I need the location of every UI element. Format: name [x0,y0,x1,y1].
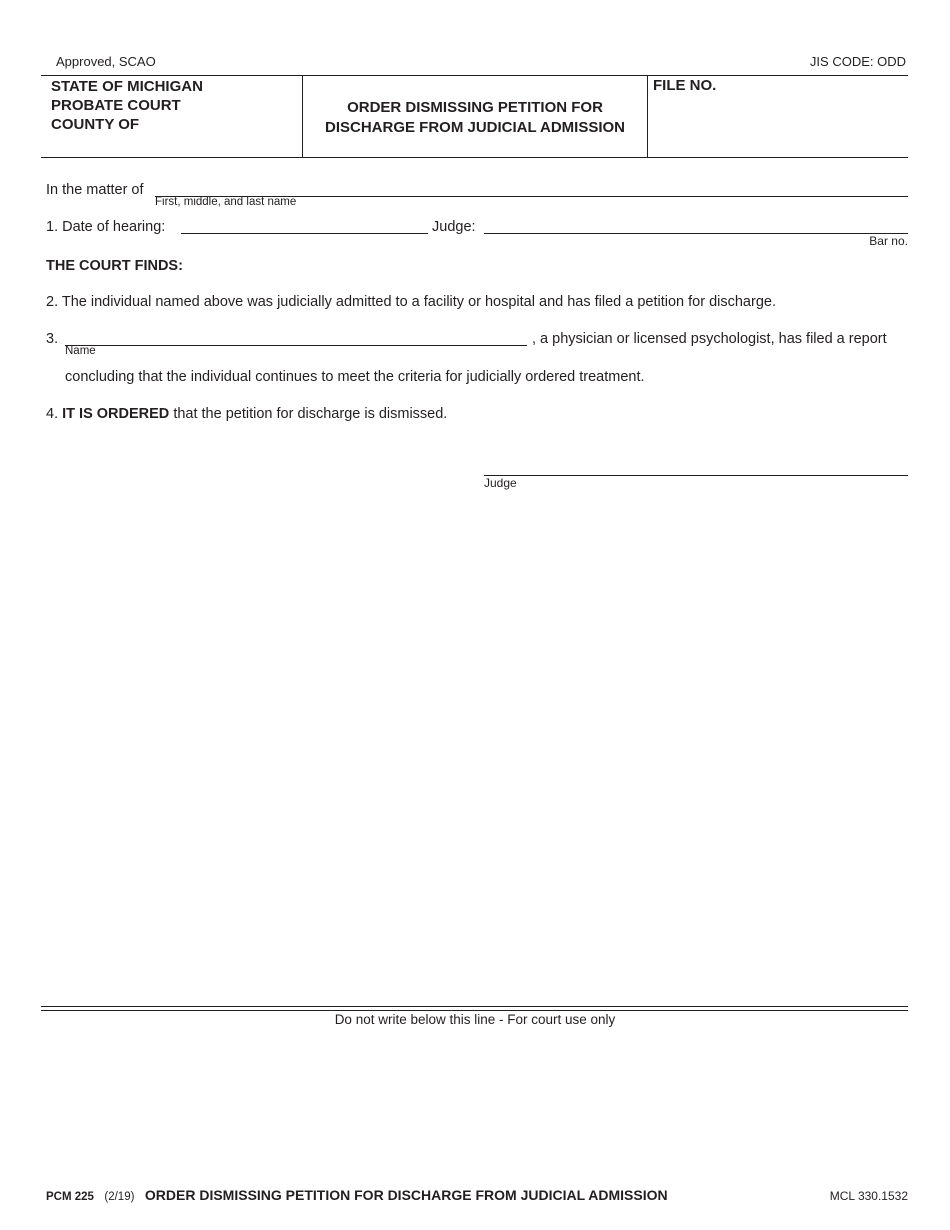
header-divider-right [647,75,648,158]
document-title [303,98,647,138]
file-no-label: FILE NO. [653,77,717,94]
court-finds-heading: THE COURT FINDS: [46,258,183,274]
finding-3-continuation: concluding that the individual continues to meet the criteria for judicially ordered treatment. [65,369,645,385]
court-use-divider-bottom [41,1010,908,1011]
form-number: PCM 225 [46,1191,94,1203]
form-revision: (2/19) [104,1191,135,1203]
matter-name-field[interactable] [155,180,908,197]
footer-title: ORDER DISMISSING PETITION FOR DISCHARGE FROM JUDICIAL ADMISSION [144,1187,668,1203]
court-use-divider-top [41,1006,908,1007]
jis-code-label: JIS CODE: ODD [809,54,906,69]
hearing-date-field[interactable] [181,217,428,234]
header-top-border [41,75,908,76]
court-state: STATE OF MICHIGAN [51,78,203,95]
header-bottom-border [41,157,908,158]
physician-name-field[interactable] [65,329,527,346]
matter-name-sublabel: First, middle, and last name [155,196,297,208]
court-name: PROBATE COURT [51,97,181,114]
order-emphasis: IT IS ORDERED [62,406,170,422]
court-info [51,77,203,134]
finding-2-text: 2. The individual named above was judicially admitted to a facility or hospital and has filed a petition for discharge. [46,294,776,310]
judge-signature-label: Judge [484,476,517,490]
matter-label: In the matter of [46,182,144,198]
court-use-notice: Do not write below this line - For court use only [334,1012,616,1027]
finding-3-text: , a physician or licensed psychologist, has filed a report [532,331,887,347]
judge-name-field[interactable] [484,217,908,234]
order-text: that the petition for discharge is dismissed. [173,406,448,422]
statute-reference: MCL 330.1532 [829,1189,908,1203]
judge-signature-field[interactable] [484,459,908,476]
judge-label: Judge: [432,219,476,235]
bar-no-label: Bar no. [869,234,908,248]
order-statement [46,406,447,422]
document-title-line-1: ORDER DISMISSING PETITION FOR [347,99,603,116]
document-title-line-2: DISCHARGE FROM JUDICIAL ADMISSION [324,119,625,136]
approved-label: Approved, SCAO [56,54,156,69]
finding-3-number: 3. [46,331,59,347]
form-footer [46,1187,668,1205]
hearing-date-label: 1. Date of hearing: [46,219,166,235]
court-county-label: COUNTY OF [51,116,140,133]
order-number: 4. [46,406,59,422]
physician-name-sublabel: Name [65,345,96,357]
